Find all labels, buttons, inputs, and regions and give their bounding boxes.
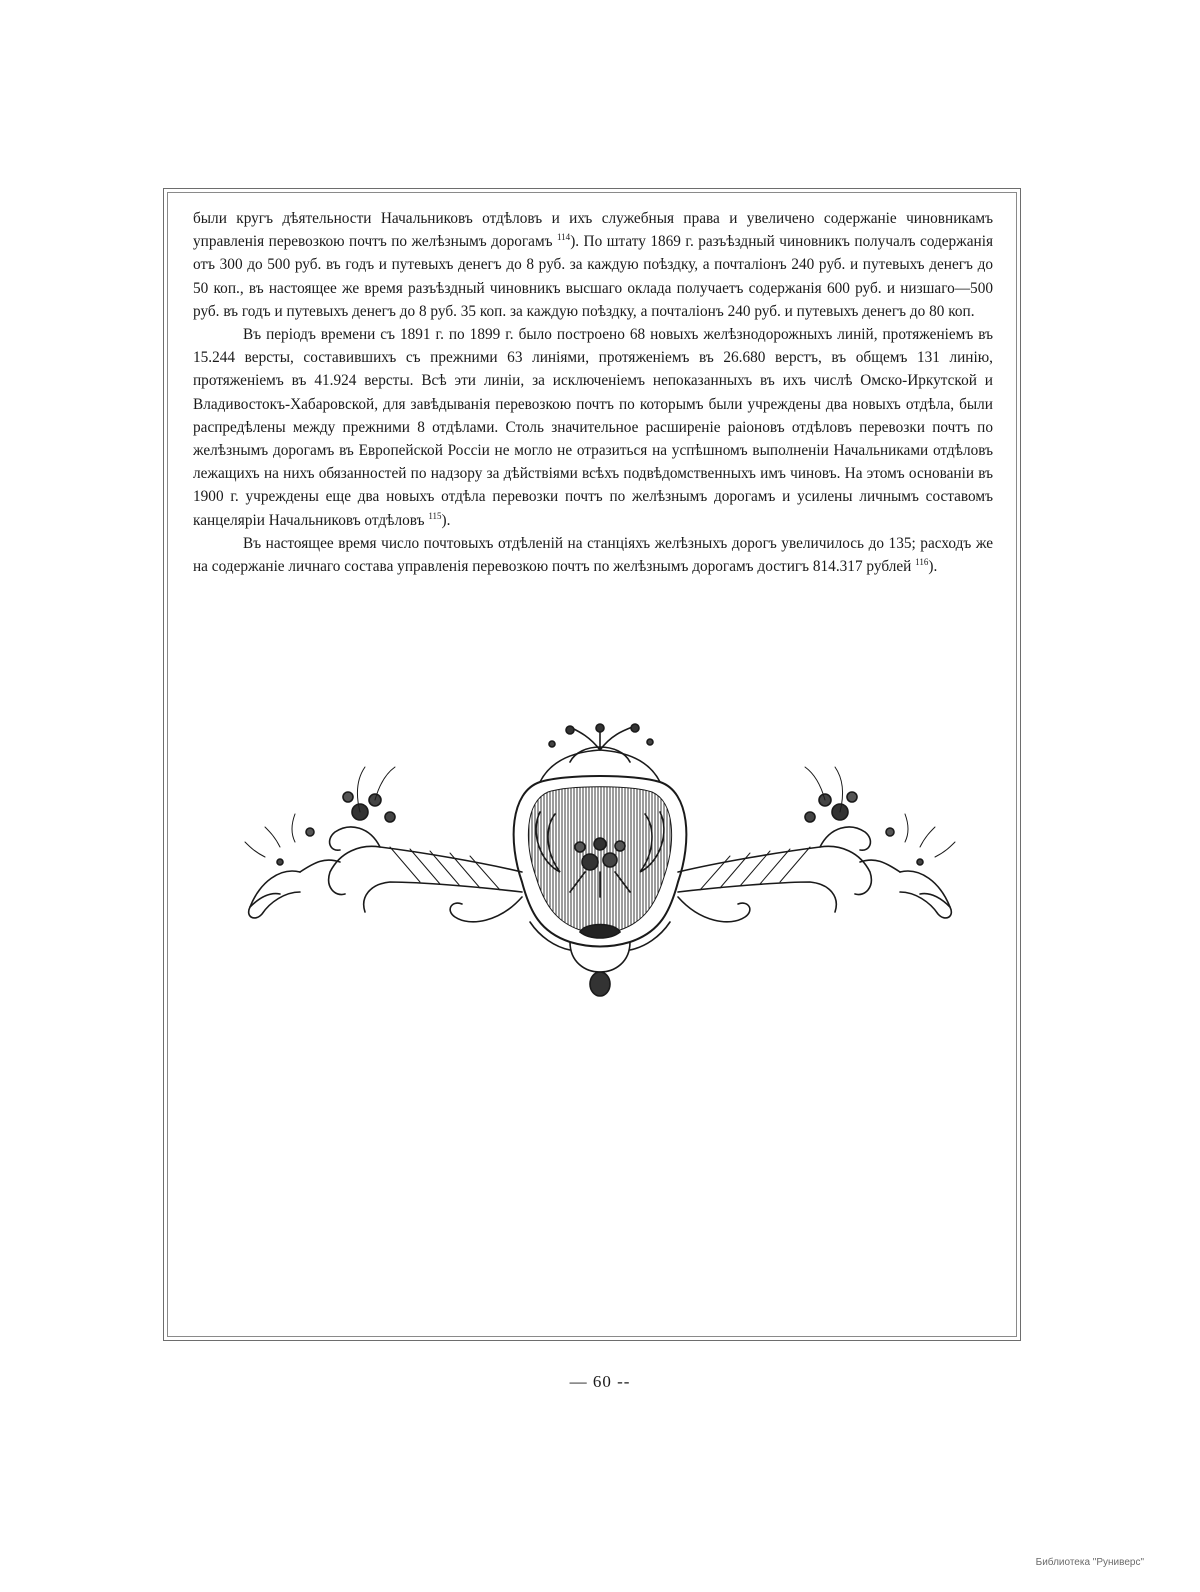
paragraph-3: Въ настоящее время число почтовыхъ отдѣленiй на станцiяхъ желѣзныхъ дорогъ увеличилось до 135; расходъ же на содержанiе личнаго состава управленiя перевозкою почтъ по желѣзнымъ дорогамъ достигъ 814.317 рублей $^{116}$). bbox=[193, 534, 993, 576]
library-watermark: Библиотека "Руниверс" bbox=[1035, 1557, 1144, 1568]
paragraph-2: Въ перiодъ времени съ 1891 г. по 1899 г. было построено 68 новыхъ желѣзнодорожныхъ линiй, протяженiемъ въ 15.244 версты, составившихъ съ прежними 63 линiями, протяженiемъ въ 26.680 верстъ, въ общемъ 131 линiю, протяженiемъ въ 41.924 версты. Всѣ эти линiи, за исключенiемъ непоказанныхъ въ ихъ числѣ Омско-Иркутской и Владивостокъ-Хабаровской, для завѣдыванiя перевозкою почтъ по которымъ были учреждены два новыхъ отдѣла, были распредѣлены между прежними 8 отдѣлами. Столь значительное расширенiе раiоновъ отдѣловъ перевозки почтъ по желѣзнымъ дорогамъ въ Европейской Россiи не могло не отразиться на успѣшномъ выполненiи Начальниками отдѣловъ лежащихъ на нихъ обязанностей по надзору за дѣйствiями всѣхъ подвѣдомственныхъ имъ чиновъ. На этомъ основанiи въ 1900 г. учреждены еще два новыхъ отдѣла перевозки почтъ по желѣзнымъ дорогамъ и усилены личнымъ составомъ канцелярiи Начальниковъ отдѣловъ $^{115}$). bbox=[193, 326, 993, 529]
footnote-ref-116: 116 bbox=[915, 557, 929, 568]
ornament-cartouche-icon bbox=[240, 722, 960, 1002]
page-number: — 60 -- bbox=[569, 1372, 631, 1391]
footnote-ref-115: 115 bbox=[428, 510, 442, 521]
footnote-ref-114: 114 bbox=[557, 232, 571, 243]
paragraph-1: были кругъ дѣятельности Начальниковъ отдѣловъ и ихъ служебныя права и увеличено содержанiе чиновникамъ управленiя перевозкою почтъ по желѣзнымъ дорогамъ $^{114}$). По штату 1869 г. разъѣздный чиновникъ получалъ содержанiя отъ 300 до 500 руб. въ годъ и путевыхъ денегъ до 8 руб. за каждую поѣздку, а почталiонъ 240 руб. и путевыхъ денегъ до 50 коп., въ настоящее же время разъѣздный чиновникъ высшаго оклада получаетъ содержанiя 600 руб. и низшаго—500 руб. въ годъ и путевыхъ денегъ до 8 руб. 35 коп. за каждую поѣздку, а почталiонъ 240 руб. и путевыхъ денегъ до 80 коп. bbox=[193, 210, 993, 320]
body-text bbox=[193, 207, 993, 578]
